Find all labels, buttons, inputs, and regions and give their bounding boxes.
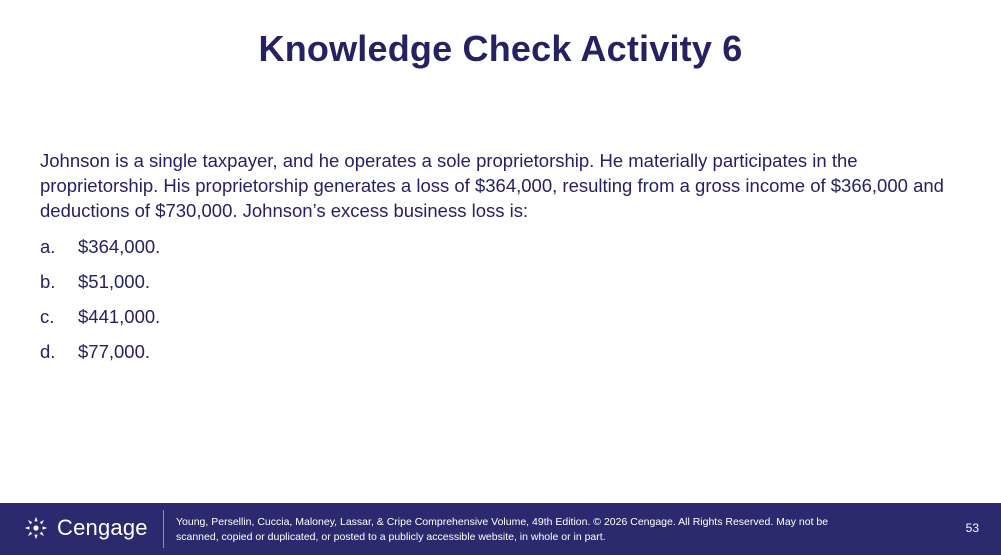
- footer-bar: [0, 503, 1001, 555]
- page-title: Knowledge Check Activity 6: [258, 28, 743, 69]
- answer-text: $77,000.: [78, 341, 151, 362]
- copyright-notice: [176, 515, 916, 545]
- answer-text: $51,000.: [78, 271, 151, 292]
- cengage-logo-text: Cengage: [57, 515, 148, 540]
- list-item[interactable]: [40, 306, 640, 328]
- answer-text: $364,000.: [78, 236, 161, 257]
- footer-divider: [163, 510, 164, 548]
- page-number: 53: [965, 521, 979, 535]
- copyright-line-2: scanned, copied or duplicated, or posted to a publicly accessible website, in whole or in part.: [176, 531, 606, 543]
- question-text: Johnson is a single taxpayer, and he operates a sole proprietorship. He materially participates in the proprietorship. His proprietorship generates a loss of $364,000, resulting from a gross income of $366,000 and deductions of $730,000. Johnson’s excess business loss is:: [40, 150, 944, 221]
- cengage-logo: [24, 515, 148, 541]
- answer-letter: a.: [40, 236, 56, 257]
- cengage-burst-icon: [24, 516, 48, 540]
- answer-options-list: [40, 236, 640, 376]
- answer-text: $441,000.: [78, 306, 161, 327]
- answer-letter: c.: [40, 306, 55, 327]
- list-item[interactable]: [40, 271, 640, 293]
- list-item[interactable]: [40, 236, 640, 258]
- answer-letter: b.: [40, 271, 56, 292]
- copyright-line-1: Young, Persellin, Cuccia, Maloney, Lassar, & Cripe Comprehensive Volume, 49th Edition. © 2026 Cengage. All Rights Reserved. May not be: [176, 516, 829, 528]
- answer-letter: d.: [40, 341, 56, 362]
- list-item[interactable]: [40, 341, 640, 363]
